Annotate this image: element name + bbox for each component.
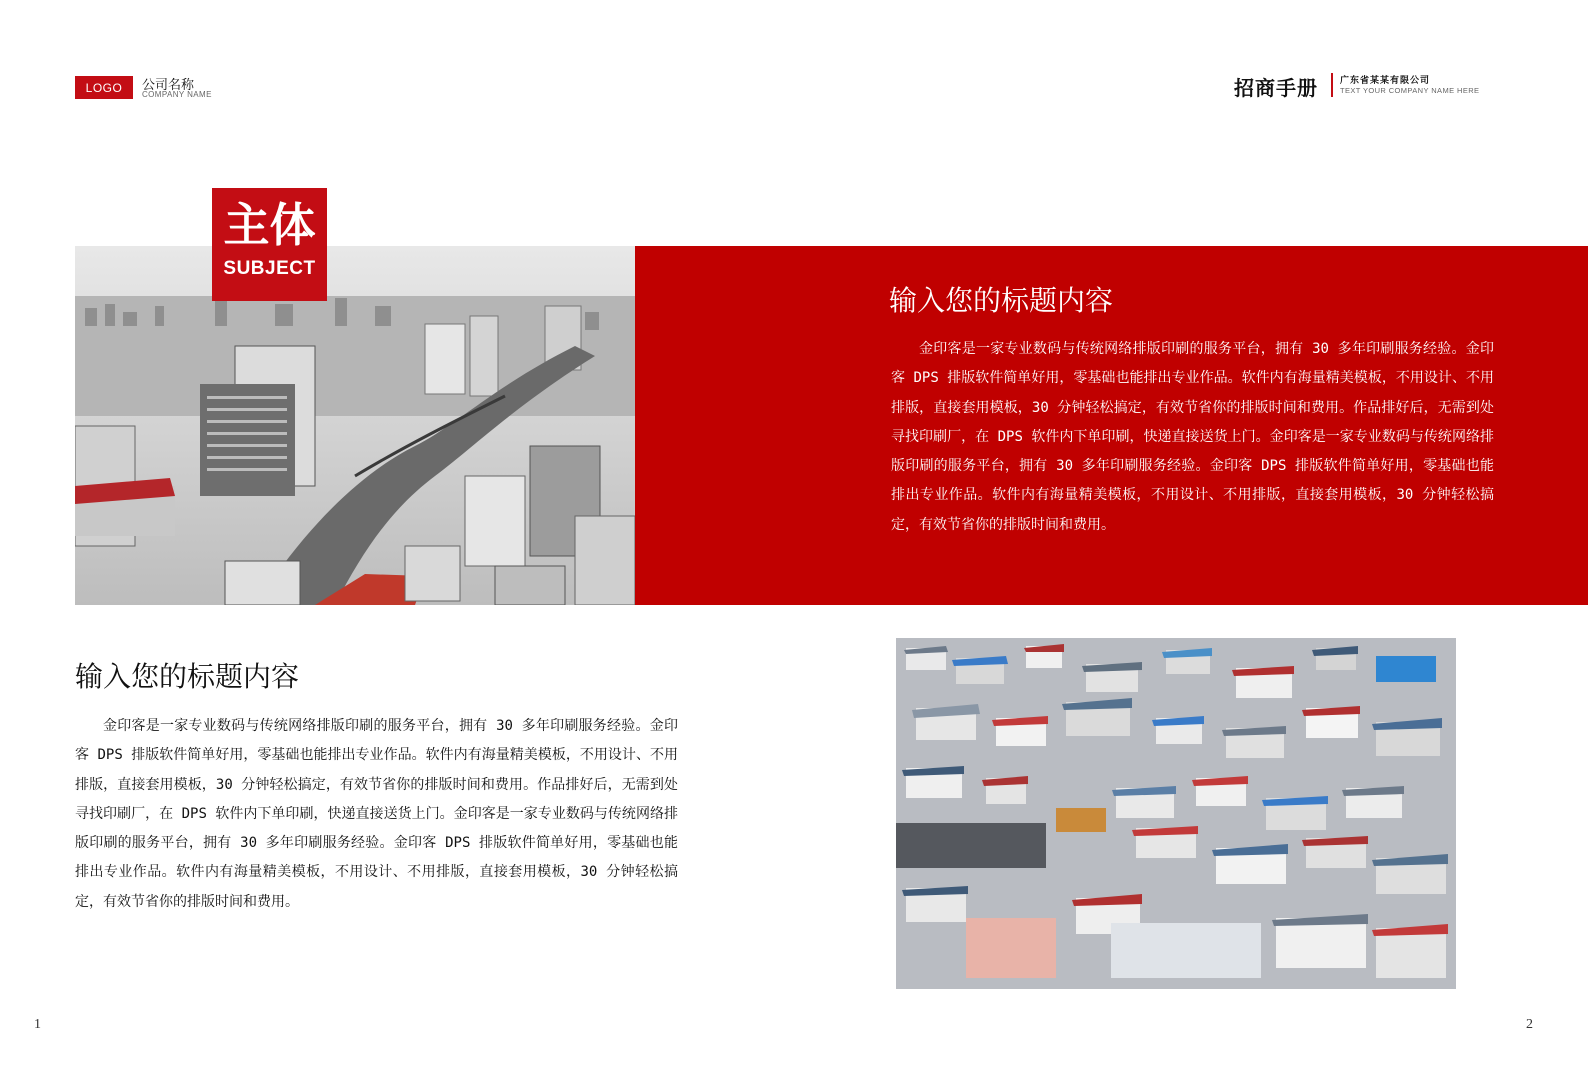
header-divider xyxy=(1331,73,1333,97)
subject-title-en: SUBJECT xyxy=(223,258,316,279)
company-name: 公司名称 xyxy=(142,78,195,93)
brochure-title: 招商手册 xyxy=(1234,76,1318,100)
city-photo-illustration xyxy=(75,246,635,605)
subject-title-cn: 主体 xyxy=(223,198,316,252)
town-photo xyxy=(896,638,1456,989)
page-number-left: 1 xyxy=(34,1017,41,1032)
red-section-title: 输入您的标题内容 xyxy=(889,284,1114,317)
lower-section-paragraph: 金印客是一家专业数码与传统网络排版印刷的服务平台，拥有 30 多年印刷服务经验。金印客 DPS 排版软件简单好用，零基础也能排出专业作品。软件内有海量精美模板，不用设计、不用排版，直接套用模板，30 分钟轻松搞定，有效节省你的排版时间和费用。作品排好后，无需到处寻找印刷厂，在 DPS 软件内下单印刷，快递直接送货上门。金印客是一家专业数码与传统网络排版印刷的服务平台，拥有 30 多年印刷服务经验。金印客 DPS 排版软件简单好用，零基础也能排出专业作品。软件内有海量精美模板，不用设计、不用排版，直接套用模板，30 分钟轻松搞定，有效节省你的排版时间和费用。 xyxy=(75,718,678,910)
header-company: 广东省某某有限公司 xyxy=(1340,76,1431,86)
city-photo xyxy=(75,246,635,605)
town-photo-illustration xyxy=(896,638,1456,989)
red-section-paragraph: 金印客是一家专业数码与传统网络排版印刷的服务平台，拥有 30 多年印刷服务经验。金印客 DPS 排版软件简单好用，零基础也能排出专业作品。软件内有海量精美模板，不用设计、不用排版，直接套用模板，30 分钟轻松搞定，有效节省你的排版时间和费用。作品排好后，无需到处寻找印刷厂，在 DPS 软件内下单印刷，快递直接送货上门。金印客是一家专业数码与传统网络排版印刷的服务平台，拥有 30 多年印刷服务经验。金印客 DPS 排版软件简单好用，零基础也能排出专业作品。软件内有海量精美模板，不用设计、不用排版，直接套用模板，30 分钟轻松搞定，有效节省你的排版时间和费用。 xyxy=(891,341,1494,533)
lower-section-title: 输入您的标题内容 xyxy=(75,660,300,693)
logo-badge: LOGO xyxy=(75,76,133,99)
subject-badge xyxy=(212,188,327,301)
page-number-right: 2 xyxy=(1526,1017,1533,1032)
header-company-en: TEXT YOUR COMPANY NAME HERE xyxy=(1340,86,1480,95)
company-name-en: COMPANY NAME xyxy=(142,90,212,99)
